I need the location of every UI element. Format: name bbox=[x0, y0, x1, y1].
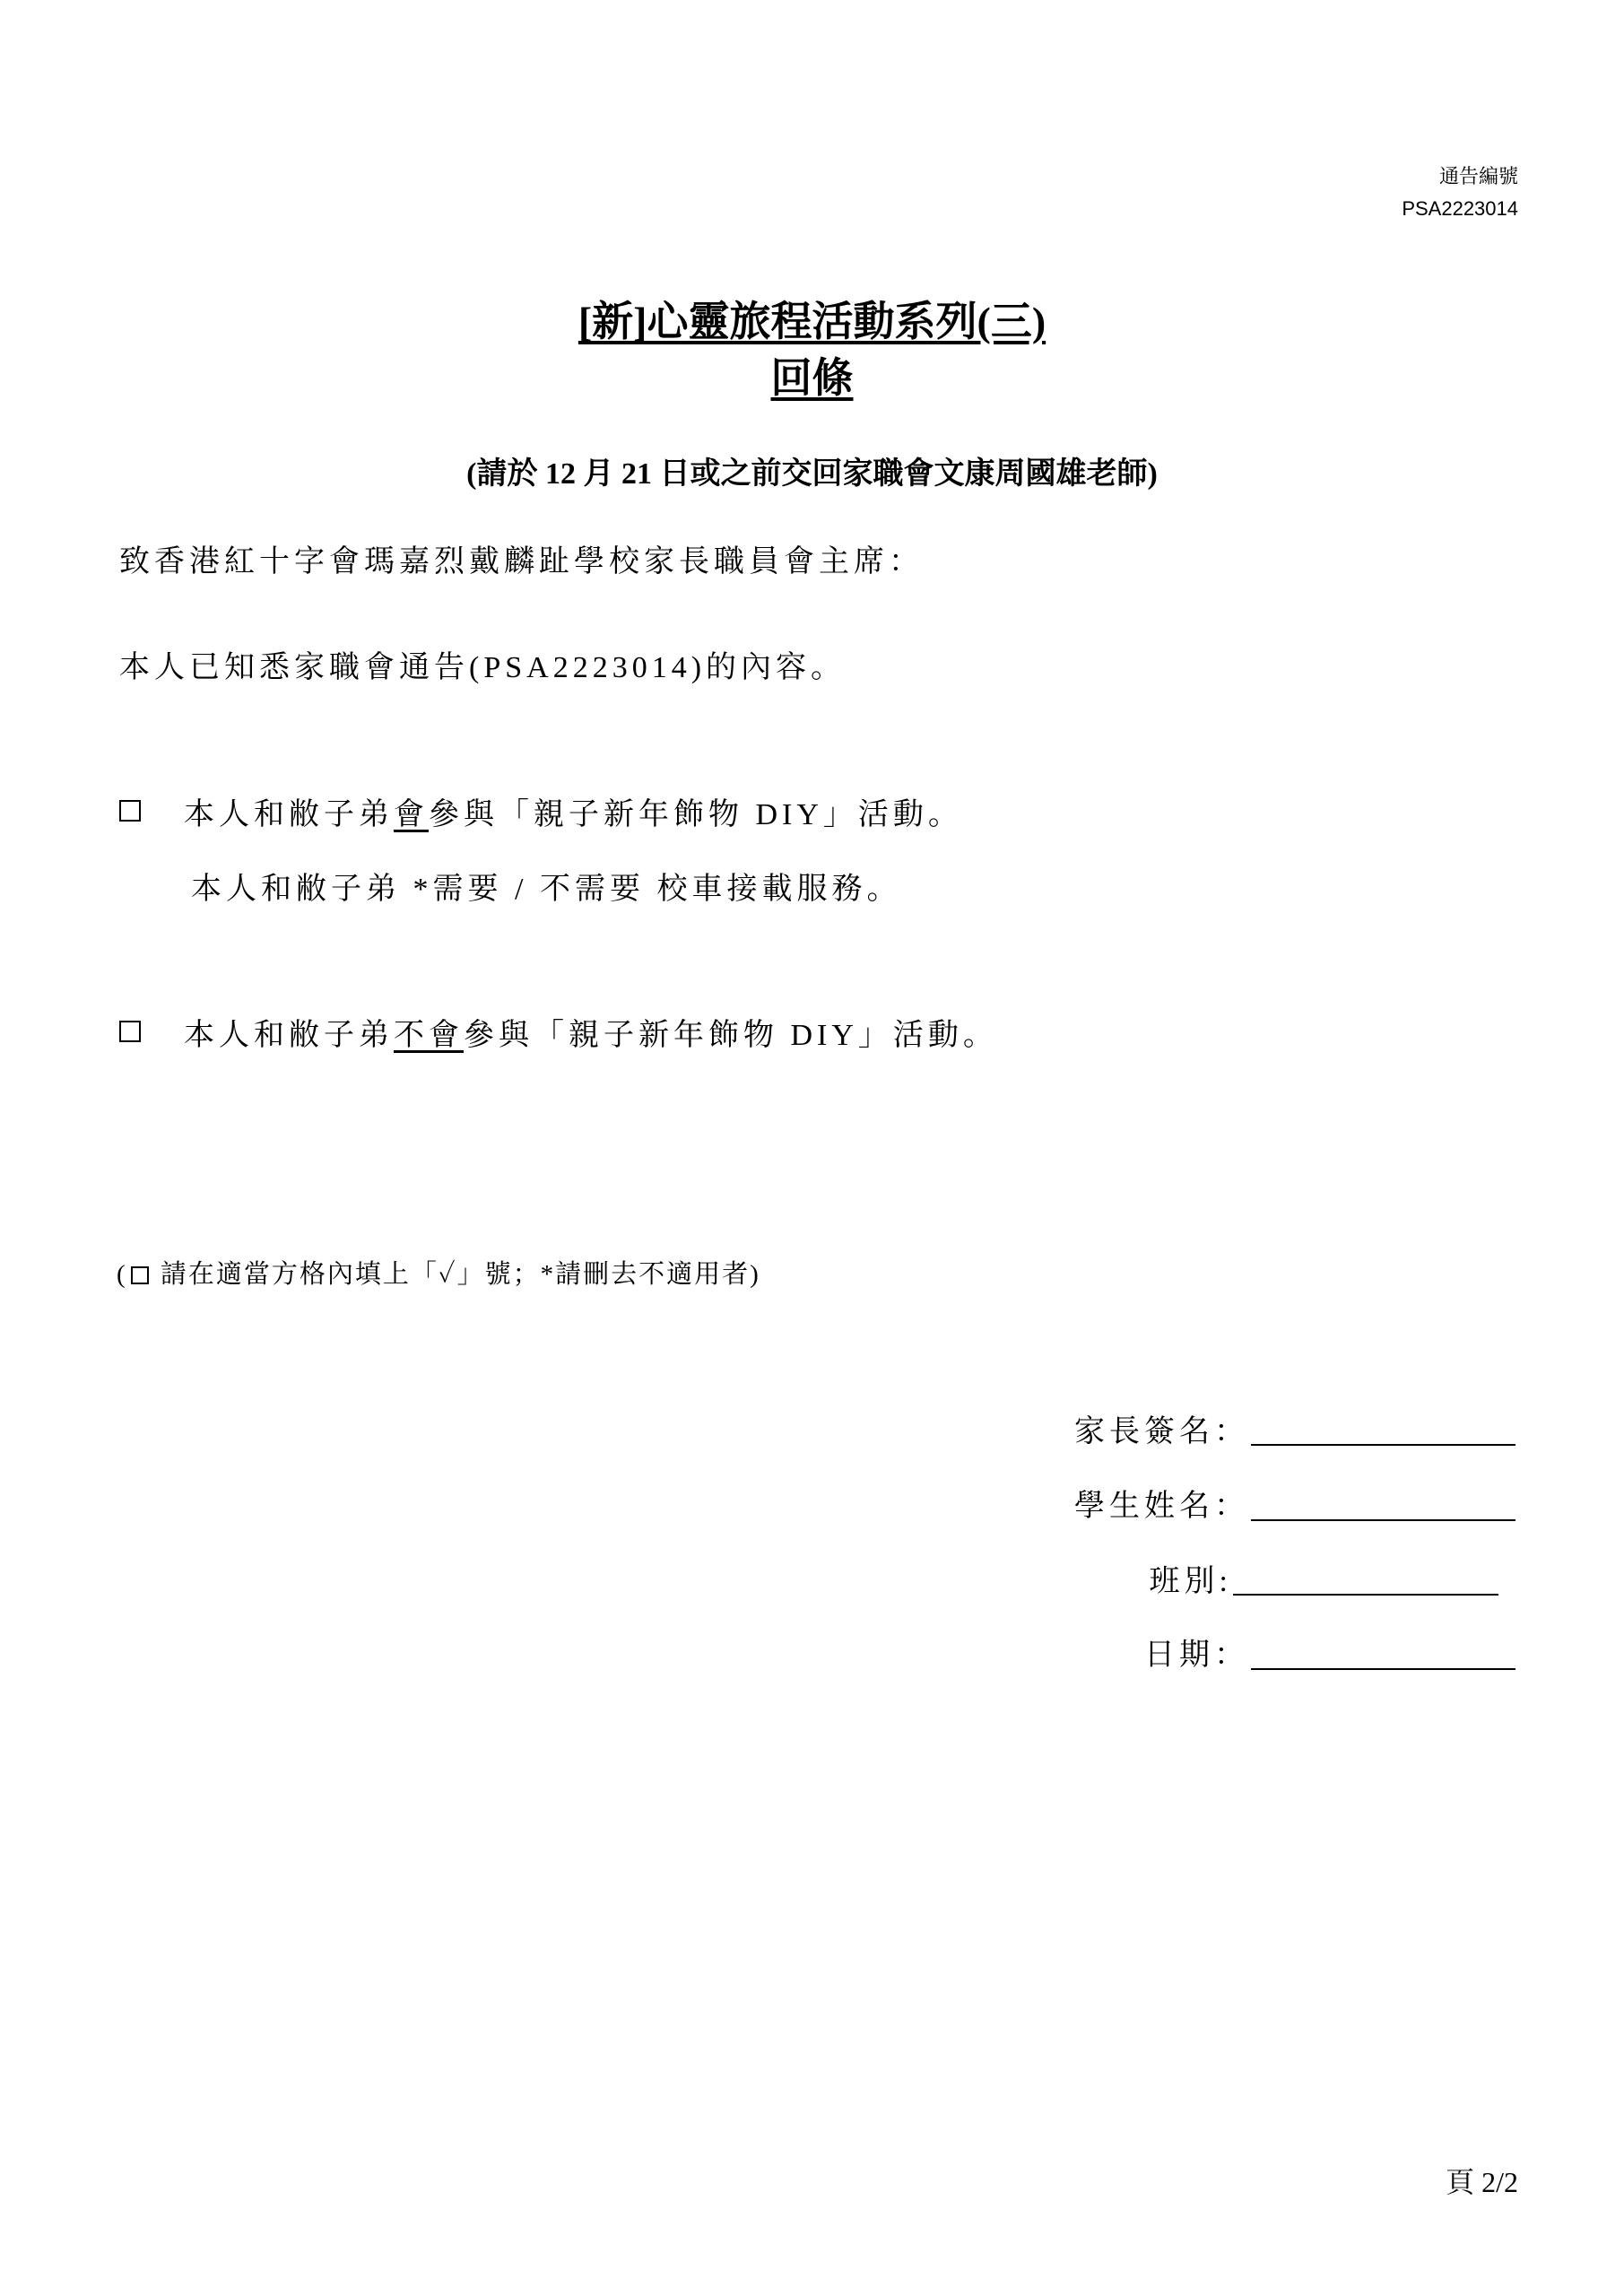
acknowledgement: 本人已知悉家職會通告(PSA2223014)的內容。 bbox=[119, 651, 847, 684]
note-checkbox-icon bbox=[131, 1266, 149, 1284]
option-not-attend-suffix: 參與「親子新年飾物 DIY」活動。 bbox=[464, 1019, 998, 1052]
student-name-label: 學生姓名： bbox=[1074, 1490, 1249, 1523]
parent-signature-label: 家長簽名： bbox=[1074, 1415, 1249, 1448]
option-attend-suffix: 參與「親子新年飾物 DIY」活動。 bbox=[429, 798, 963, 831]
return-deadline: (請於 12 月 21 日或之前交回家職會文康周國雄老師) bbox=[466, 457, 1158, 491]
notice-number-label: 通告編號 bbox=[1438, 165, 1518, 187]
bus-service-line: 本人和敝子弟 *需要 / 不需要 校車接載服務。 bbox=[191, 873, 902, 906]
not-attend-checkbox[interactable] bbox=[119, 1021, 141, 1042]
document-subtitle: 回條 bbox=[770, 355, 854, 401]
student-name-line[interactable] bbox=[1251, 1519, 1515, 1521]
option-not-attend-emphasis: 不會 bbox=[394, 1019, 464, 1052]
option-not-attend-prefix: 本人和敝子弟 bbox=[184, 1019, 394, 1052]
option-attend-prefix: 本人和敝子弟 bbox=[184, 798, 394, 831]
date-line[interactable] bbox=[1251, 1668, 1515, 1670]
instruction-note bbox=[117, 1254, 760, 1291]
date-label: 日期： bbox=[1144, 1639, 1249, 1672]
class-line[interactable] bbox=[1233, 1594, 1498, 1596]
note-text: 請在適當方格內填上「✓」號；*請刪去不適用者) bbox=[160, 1260, 760, 1289]
notice-number: PSA2223014 bbox=[1402, 197, 1518, 220]
page-number: 頁 2/2 bbox=[1446, 2166, 1518, 2198]
option-attend bbox=[184, 789, 963, 833]
class-label: 班別: bbox=[1149, 1565, 1232, 1598]
attend-checkbox[interactable] bbox=[119, 800, 141, 822]
option-not-attend bbox=[184, 1010, 998, 1054]
parent-signature-line[interactable] bbox=[1251, 1444, 1515, 1446]
note-open-paren: ( bbox=[117, 1260, 127, 1289]
document-title: [新]心靈旅程活動系列(三) bbox=[578, 299, 1046, 344]
option-attend-emphasis: 會 bbox=[394, 798, 429, 831]
salutation: 致香港紅十字會瑪嘉烈戴麟趾學校家長職員會主席： bbox=[119, 545, 924, 578]
